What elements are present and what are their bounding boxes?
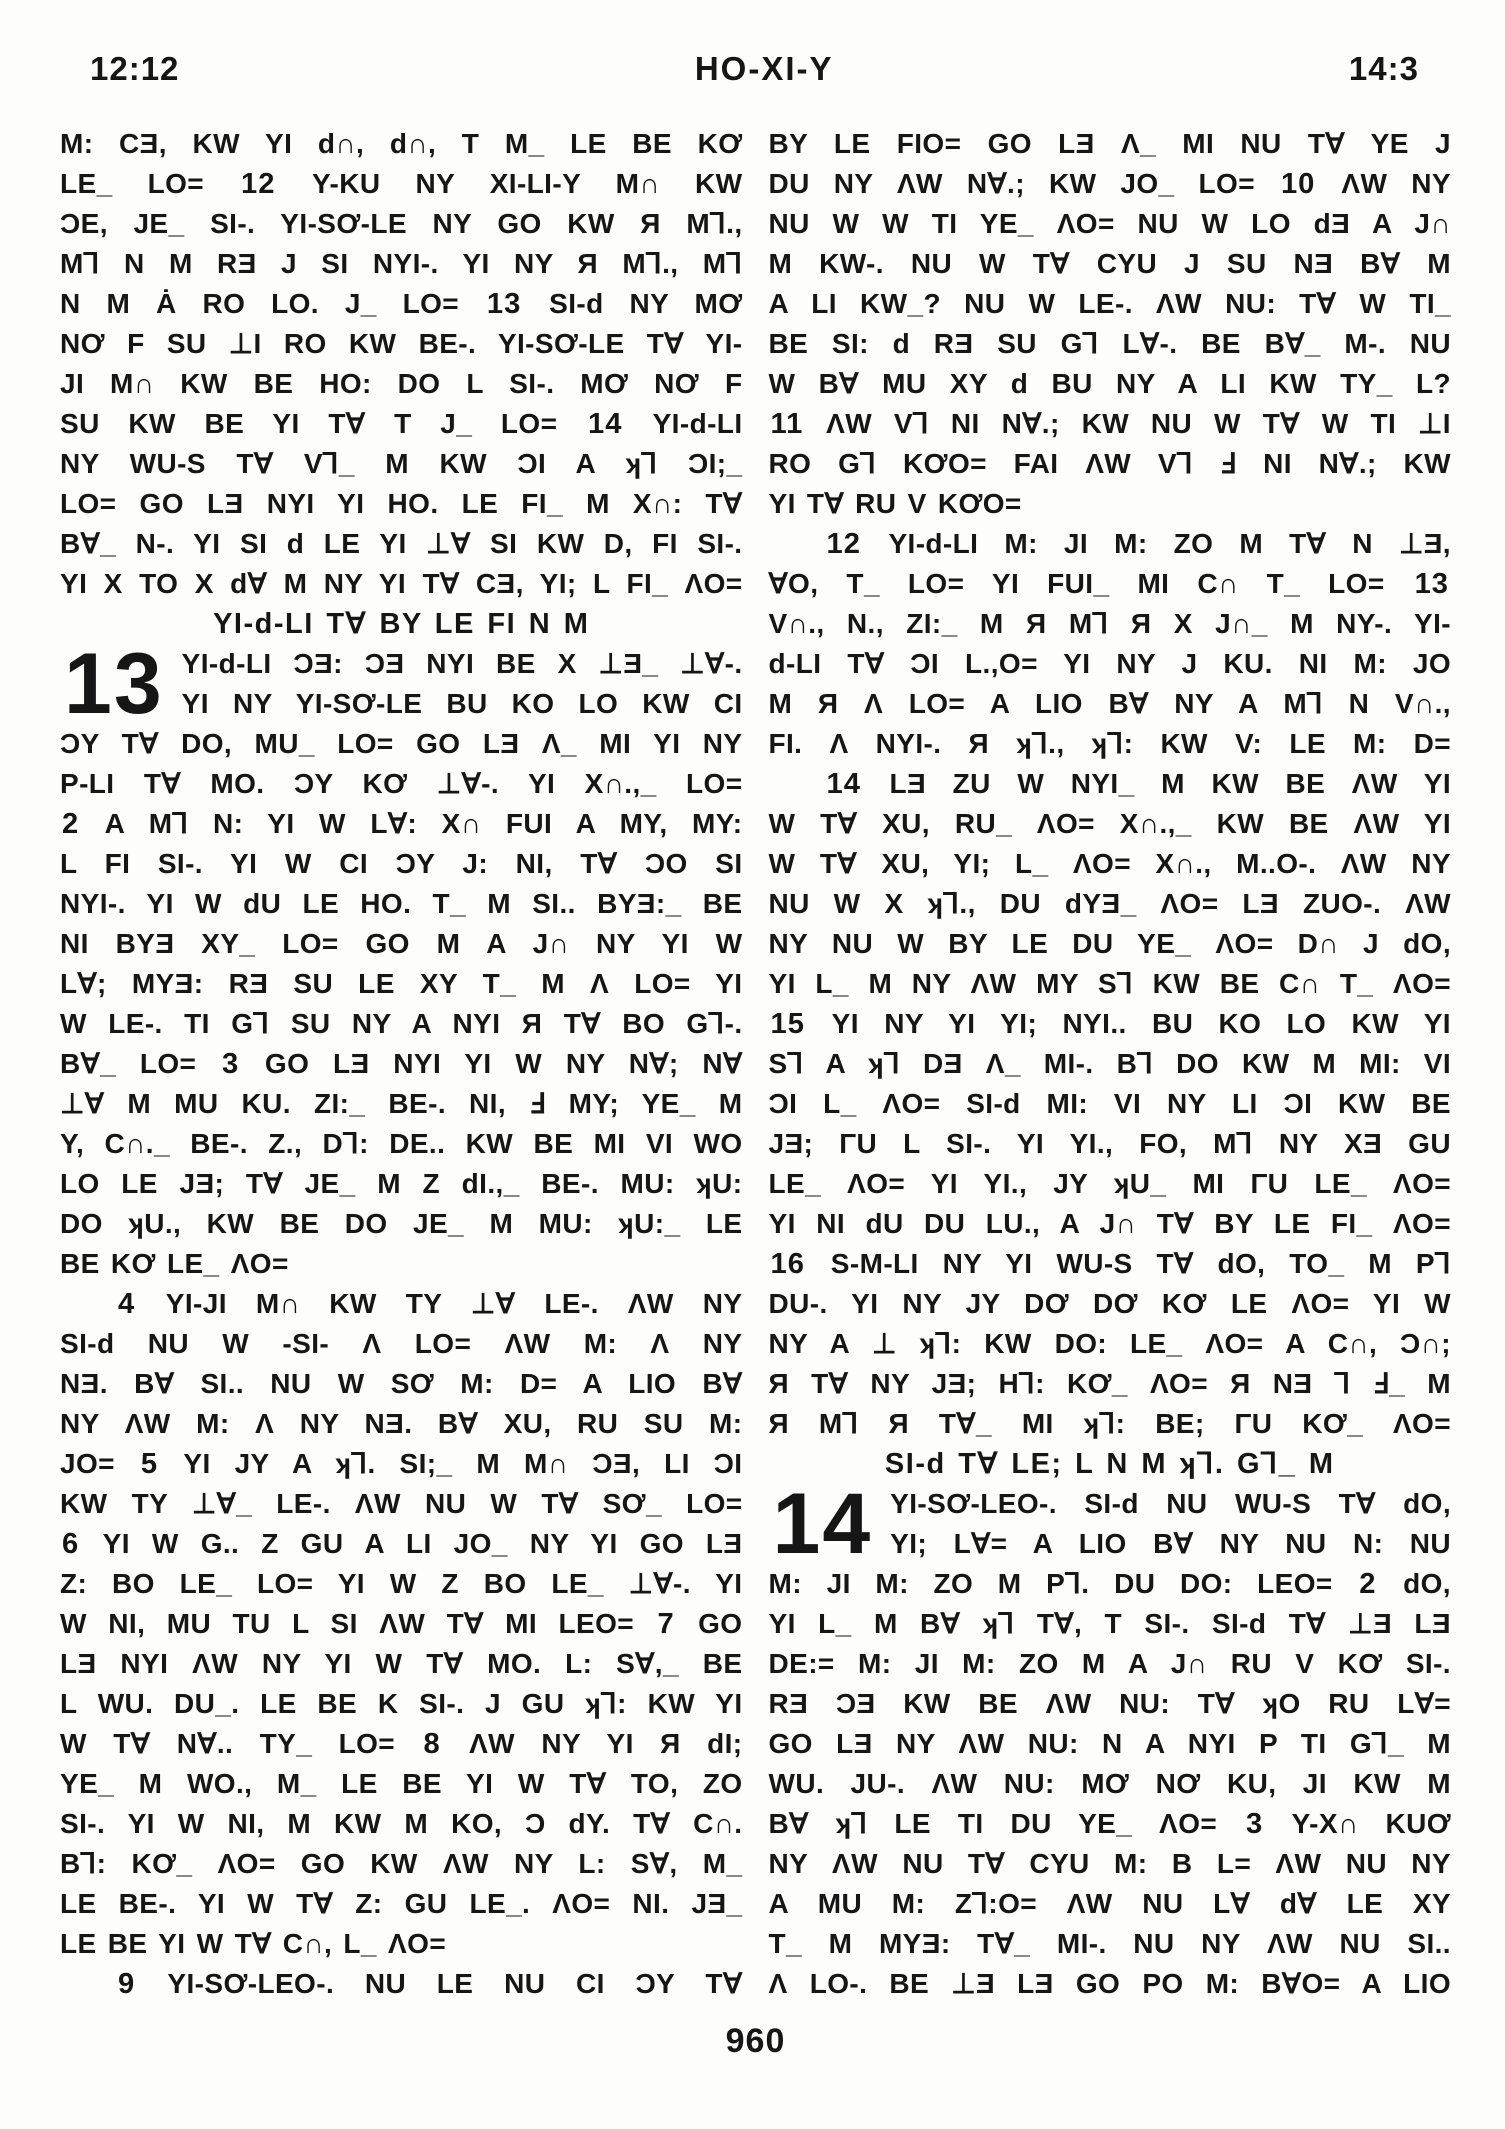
text-run: YI-d-LI T∀ BY LE FI N M — [213, 608, 590, 640]
text-line — [60, 1884, 743, 1924]
text-line — [769, 524, 1452, 564]
text-run: M Я Λ LO= A LIO B∀ NY A M⅂ N V∩., — [768, 688, 1451, 719]
text-line — [769, 1964, 1452, 2004]
text-run: GO LƎ NY ΛW NU: N A NYI P TI G⅂_ M — [768, 1728, 1451, 1759]
text-run: P-LI T∀ MO. ƆY KƠ ⊥∀-. YI X∩.,_ LO= — [60, 768, 743, 799]
text-run: LE BE-. YI W T∀ Z: GU LE_. ΛO= NI. JƎ_ — [60, 1888, 743, 1919]
text-line — [60, 844, 743, 884]
text-run: FI. Λ NYI-. Я ʞ⅂., ʞ⅂: KW V: LE M: D= — [768, 728, 1451, 759]
text-line — [769, 1924, 1452, 1964]
verse-number: 15 — [770, 1008, 805, 1040]
text-line — [60, 884, 743, 924]
text-run: ⊥∀ M MU KU. ZI:_ BE-. NI, Ⅎ MY; YE_ M — [60, 1088, 743, 1119]
page-number: 960 — [725, 2022, 786, 2060]
text-run: LƎ ZU W NYI_ M KW BE ΛW YI — [862, 768, 1451, 799]
verse-number: 10 — [1280, 168, 1316, 200]
text-line — [769, 1324, 1452, 1364]
text-run: A M⅂ N: YI W L∀: X∩ FUI A MY, MY: — [81, 808, 743, 839]
text-run: YI-SƠ-LEO-. NU LE NU CI ƆY T∀ — [137, 1968, 743, 1999]
text-line — [769, 1284, 1452, 1324]
text-column-left — [60, 124, 743, 2004]
text-line — [769, 284, 1452, 324]
verse-number: 3 — [222, 1048, 240, 1080]
verse-number: 7 — [657, 1608, 675, 1640]
text-line — [60, 1284, 743, 1324]
text-line — [60, 1484, 743, 1524]
text-run: YI JY A ʞ⅂. SI;_ M M∩ ƆƎ, LI ƆI — [160, 1448, 743, 1479]
text-run: YI-d-LI ƆƎ: ƆƎ NYI BE X ⊥Ǝ_ ⊥∀-. — [181, 648, 743, 679]
text-run: SI-d NY MƠ — [523, 288, 743, 319]
text-line — [60, 1044, 743, 1084]
text-line — [769, 684, 1452, 724]
text-line — [60, 1124, 743, 1164]
text-run: YI; L∀= A LIO B∀ NY NU N: NU — [890, 1528, 1451, 1559]
text-line — [60, 1324, 743, 1364]
text-run: L WU. DU_. LE BE K SI-. J GU ʞ⅂: KW YI — [60, 1688, 743, 1719]
chapter-number: 14 — [772, 1476, 873, 1572]
text-line — [769, 1764, 1452, 1804]
text-run: NƎ. B∀ SI.. NU W SƠ M: D= A LIO B∀ — [60, 1368, 743, 1399]
text-run: YI T∀ RU V KƠO= — [768, 488, 1022, 519]
text-line — [769, 444, 1452, 484]
text-line — [769, 1684, 1452, 1724]
text-run: SI-d T∀ LE; L N M ʞ⅂. G⅂_ M — [884, 1448, 1335, 1480]
text-run: L FI SI-. YI W CI ƆY J: NI, T∀ ƆO SI — [60, 848, 743, 879]
text-line — [60, 324, 743, 364]
text-line — [60, 1404, 743, 1444]
running-header — [60, 50, 1451, 88]
text-line — [60, 204, 743, 244]
text-line — [60, 724, 743, 764]
text-run: W T∀ N∀.. TY_ LO= — [60, 1728, 422, 1759]
text-run: DO ʞU., KW BE DO JE_ M MU: ʞU:_ LE — [60, 1208, 743, 1239]
text-line — [60, 1924, 743, 1964]
verse-number: 12 — [241, 168, 276, 200]
text-run: YI W G.. Z GU A LI JO_ NY YI GO LƎ — [81, 1528, 743, 1559]
text-run: BY LE FIO= GO LƎ Λ_ MI NU T∀ YE J — [768, 128, 1451, 159]
text-line — [60, 564, 743, 604]
verse-number: 2 — [62, 808, 80, 840]
text-line — [60, 1164, 743, 1204]
text-run: SI-d NU W -SI- Λ LO= ΛW M: Λ NY — [60, 1328, 743, 1359]
text-line — [60, 1244, 743, 1284]
text-run: NU W X ʞ⅂., DU dYƎ_ ΛO= LƎ ZUO-. ΛW — [768, 888, 1451, 919]
text-run: ΛW V⅂ NI N∀.; KW NU W T∀ W TI ⊥I — [805, 408, 1451, 439]
chapter-block — [769, 1476, 1452, 1572]
text-line — [769, 484, 1452, 524]
text-run: NY ΛW M: Λ NY NƎ. B∀ XU, RU SU M: — [60, 1408, 743, 1439]
text-run: W B∀ MU XY d BU NY A LI KW TY_ L? — [768, 368, 1451, 399]
text-run: DU NY ΛW N∀.; KW JO_ LO= — [768, 168, 1279, 199]
verse-number: 11 — [770, 408, 804, 440]
text-run: NY NU W BY LE DU YE_ ΛO= D∩ J dO, — [768, 928, 1451, 959]
text-line — [769, 364, 1452, 404]
text-line — [769, 324, 1452, 364]
text-line — [769, 404, 1452, 444]
text-run: YI-d-LI M: JI M: ZO M T∀ N ⊥Ǝ, — [862, 528, 1451, 559]
text-run: YI-JI M∩ KW TY ⊥∀ LE-. ΛW NY — [137, 1288, 743, 1319]
text-line — [60, 244, 743, 284]
text-line — [60, 1764, 743, 1804]
text-run: V∩., N., ZI:_ M Я M⅂ Я X J∩_ M NY-. YI- — [768, 608, 1451, 639]
text-line — [769, 204, 1452, 244]
text-line — [60, 1564, 743, 1604]
text-line — [769, 1884, 1452, 1924]
text-run: W T∀ XU, YI; L_ ΛO= X∩., M..O-. ΛW NY — [768, 848, 1451, 879]
text-run: ⱯO, T_ LO= YI FUI_ MI C∩ T_ LO= — [768, 568, 1413, 599]
text-run: M⅂ N M RƎ J SI NYI-. YI NY Я M⅂., M⅂ — [60, 248, 743, 279]
text-line — [60, 1644, 743, 1684]
text-run: YI NY YI YI; NYI.. BU KO LO KW YI — [806, 1008, 1451, 1039]
text-line — [60, 1684, 743, 1724]
text-line — [60, 524, 743, 564]
text-line — [60, 1604, 743, 1644]
text-run: ΛW NY YI Я dI; — [442, 1728, 743, 1759]
text-run: NU W W TI YE_ ΛO= NU W LO dƎ A J∩ — [768, 208, 1451, 239]
text-line — [769, 1644, 1452, 1684]
text-run: M: CƎ, KW YI d∩, d∩, T M_ LE BE KƠ — [60, 128, 743, 159]
text-line — [769, 1804, 1452, 1844]
text-line — [60, 924, 743, 964]
text-run: BE SI: d RƎ SU G⅂ L∀-. BE B∀_ M-. NU — [768, 328, 1451, 359]
verse-number: 5 — [140, 1448, 159, 1480]
text-run: YI-SƠ-LEO-. SI-d NU WU-S T∀ dO, — [890, 1488, 1451, 1519]
text-line — [769, 1564, 1452, 1604]
text-run: LO= GO LƎ NYI YI HO. LE FI_ M X∩: T∀ — [60, 488, 743, 519]
text-run: T_ M MYƎ: T∀_ MI-. NU NY ΛW NU SI.. — [768, 1928, 1451, 1959]
text-line — [769, 724, 1452, 764]
text-run: DE:= M: JI M: ZO M A J∩ RU V KƠ SI-. — [768, 1648, 1451, 1679]
verse-number: 12 — [826, 528, 861, 560]
text-line — [60, 1964, 743, 2004]
verse-number: 4 — [118, 1288, 136, 1320]
text-line — [769, 1604, 1452, 1644]
text-run: SU KW BE YI T∀ T J_ LO= — [60, 408, 587, 439]
text-run: B∀_ N-. YI SI d LE YI ⊥∀ SI KW D, FI SI-. — [60, 528, 743, 559]
text-run: LƎ NYI ΛW NY YI W T∀ MO. L: S∀,_ BE — [60, 1648, 743, 1679]
text-line — [769, 844, 1452, 884]
text-line — [60, 1084, 743, 1124]
text-run: B⅂: KƠ_ ΛO= GO KW ΛW NY L: S∀, M_ — [60, 1848, 743, 1879]
text-line — [769, 924, 1452, 964]
text-run: RO G⅂ KƠO= FAI ΛW V⅂ Ⅎ NI N∀.; KW — [768, 448, 1451, 479]
text-run: JO= — [60, 1448, 139, 1479]
verse-number: 16 — [770, 1248, 805, 1280]
text-run: Я M⅂ Я T∀_ MI ʞ⅂: BE; ΓU KƠ_ ΛO= — [768, 1408, 1451, 1439]
text-line — [769, 1244, 1452, 1284]
text-line — [60, 1844, 743, 1884]
text-run: GO — [676, 1608, 743, 1639]
text-run: Я T∀ NY JƎ; H⅂: KƠ_ ΛO= Я NƎ ⅂ Ⅎ_ M — [768, 1368, 1451, 1399]
text-line — [60, 284, 743, 324]
text-run: JƎ; ΓU L SI-. YI YI., FO, M⅂ NY XƎ GU — [768, 1128, 1451, 1159]
header-verse-ref-right: 14:3 — [1348, 50, 1419, 87]
text-line — [60, 964, 743, 1004]
text-run: YI L_ M NY ΛW MY S⅂ KW BE C∩ T_ ΛO= — [768, 968, 1451, 999]
text-run: A LI KW_? NU W LE-. ΛW NU: T∀ W TI_ — [768, 288, 1451, 319]
text-line — [60, 484, 743, 524]
text-line — [60, 1724, 743, 1764]
verse-number: 13 — [1414, 568, 1449, 600]
text-line — [60, 124, 743, 164]
text-line — [60, 1524, 743, 1564]
text-run: S-M-LI NY YI WU-S T∀ dO, TO_ M P⅂ — [806, 1248, 1451, 1279]
text-run: KW TY ⊥∀_ LE-. ΛW NU W T∀ SƠ_ LO= — [60, 1488, 743, 1519]
text-line — [60, 364, 743, 404]
text-run: d-LI T∀ ƆI L.,O= YI NY J KU. NI M: JO — [768, 648, 1451, 679]
text-run: NƠ F SU ⊥I RO KW BE-. YI-SƠ-LE T∀ YI- — [60, 328, 743, 359]
text-line — [60, 804, 743, 844]
text-line — [769, 1084, 1452, 1124]
text-line — [769, 1164, 1452, 1204]
text-run: W LE-. TI G⅂ SU NY A NYI Я T∀ BO G⅂-. — [60, 1008, 743, 1039]
text-line — [769, 244, 1452, 284]
text-run: B∀ ʞ⅂ LE TI DU YE_ ΛO= — [768, 1808, 1245, 1839]
text-run: NI BYƎ XY_ LO= GO M A J∩ NY YI W — [60, 928, 743, 959]
text-run: SI-. YI W NI, M KW M KO, Ɔ dY. T∀ C∩. — [60, 1808, 743, 1839]
text-line — [60, 1804, 743, 1844]
text-line — [60, 1204, 743, 1244]
text-columns — [60, 124, 1451, 2004]
text-run: DU-. YI NY JY DƠ DƠ KƠ LE ΛO= YI W — [768, 1288, 1451, 1319]
text-line — [60, 1364, 743, 1404]
text-line — [769, 564, 1452, 604]
text-run: YE_ M WO., M_ LE BE YI W T∀ TO, ZO — [60, 1768, 743, 1799]
text-run: LE BE YI W T∀ C∩, L_ ΛO= — [60, 1928, 447, 1959]
text-line — [60, 1444, 743, 1484]
text-line — [769, 1724, 1452, 1764]
text-run: ΛW NY — [1317, 168, 1451, 199]
text-run: RƎ ƆƎ KW BE ΛW NU: T∀ ʞO RU L∀= — [768, 1688, 1451, 1719]
text-run: JI M∩ KW BE HO: DO L SI-. MƠ NƠ F — [60, 368, 743, 399]
text-run: L∀; MYƎ: RƎ SU LE XY T_ M Λ LO= YI — [60, 968, 743, 999]
text-line — [60, 404, 743, 444]
text-run: NY A ⊥ ʞ⅂: KW DO: LE_ ΛO= A C∩, Ɔ∩; — [768, 1328, 1451, 1359]
header-book-title: HO-XI-Y — [694, 50, 834, 87]
text-run: A MU M: Z⅂:O= ΛW NU L∀ d∀ LE XY — [768, 1888, 1451, 1919]
text-line — [769, 1124, 1452, 1164]
text-line — [60, 164, 743, 204]
text-run: BE KƠ LE_ ΛO= — [60, 1248, 289, 1279]
text-run: dO, — [1378, 1568, 1451, 1599]
text-run: W NI, MU TU L SI ΛW T∀ MI LEO= — [60, 1608, 656, 1639]
verse-number: 9 — [118, 1968, 136, 2000]
verse-number: 14 — [826, 768, 861, 800]
text-line — [769, 644, 1452, 684]
verse-number: 14 — [588, 408, 623, 440]
header-verse-ref-left: 12:12 — [90, 50, 180, 87]
text-line — [769, 1404, 1452, 1444]
text-run: LO LE JƎ; T∀ JE_ M Z dI.,_ BE-. MU: ʞU: — [60, 1168, 743, 1199]
text-line — [769, 1004, 1452, 1044]
text-line — [769, 164, 1452, 204]
text-run: Y, C∩._ BE-. Z., D⅂: DE.. KW BE MI VI WO — [60, 1128, 743, 1159]
verse-number: 2 — [1359, 1568, 1377, 1600]
text-run: ƆI L_ ΛO= SI-d MI: VI NY LI ƆI KW BE — [768, 1088, 1451, 1119]
text-run: YI NI dU DU LU., A J∩ T∀ BY LE FI_ ΛO= — [768, 1208, 1451, 1239]
text-run: GO LƎ NYI YI W NY N∀; N∀ — [241, 1048, 743, 1079]
text-run: LE_ LO= — [60, 168, 240, 199]
text-line — [769, 964, 1452, 1004]
text-column-right — [769, 124, 1452, 2004]
text-run: WU. JU-. ΛW NU: MƠ NƠ KU, JI KW M — [768, 1768, 1451, 1799]
chapter-number: 13 — [64, 636, 164, 732]
text-line — [769, 764, 1452, 804]
text-run: B∀_ LO= — [60, 1048, 220, 1079]
text-line — [60, 764, 743, 804]
text-run: NY WU-S T∀ V⅂_ M KW ƆI A ʞ⅂ ƆI;_ — [60, 448, 743, 479]
text-run: N M Ȧ RO LO. J_ LO= — [60, 288, 485, 319]
text-run: Z: BO LE_ LO= YI W Z BO LE_ ⊥∀-. YI — [60, 1568, 743, 1599]
text-run: S⅂ A ʞ⅂ DƎ Λ_ MI-. B⅂ DO KW M MI: VI — [768, 1048, 1451, 1079]
text-run: LE_ ΛO= YI YI., JY ʞU_ MI ΓU LE_ ΛO= — [768, 1168, 1451, 1199]
text-run: M: JI M: ZO M P⅂. DU DO: LEO= — [768, 1568, 1358, 1599]
text-line — [769, 884, 1452, 924]
text-run: YI NY YI-SƠ-LE BU KO LO KW CI — [181, 688, 743, 719]
verse-number: 13 — [486, 288, 522, 320]
text-line — [769, 124, 1452, 164]
text-line — [769, 1364, 1452, 1404]
text-run: Y-KU NY XI-LI-Y M∩ KW — [277, 168, 743, 199]
text-run: M KW-. NU W T∀ CYU J SU NƎ B∀ M — [768, 248, 1451, 279]
text-line — [60, 444, 743, 484]
text-line — [769, 604, 1452, 644]
text-run: ƆY T∀ DO, MU_ LO= GO LƎ Λ_ MI YI NY — [60, 728, 743, 759]
verse-number: 3 — [1246, 1808, 1264, 1840]
text-run: YI-d-LI — [624, 408, 743, 439]
text-line — [769, 804, 1452, 844]
verse-number: 8 — [423, 1728, 441, 1760]
text-run: ƆE, JE_ SI-. YI-SƠ-LE NY GO KW Я M⅂., — [60, 208, 743, 239]
text-line — [769, 1044, 1452, 1084]
text-line — [60, 1004, 743, 1044]
verse-number: 6 — [62, 1528, 80, 1560]
text-run: YI X TO X d∀ M NY YI T∀ CƎ, YI; L FI_ ΛO= — [60, 568, 743, 599]
text-run: Y-X∩ KUƠ — [1265, 1808, 1451, 1839]
text-run: Λ LO-. BE ⊥Ǝ LƎ GO PO M: B∀O= A LIO — [768, 1968, 1451, 1999]
chapter-block — [60, 636, 743, 732]
text-run: YI L_ M B∀ ʞ⅂ T∀, T SI-. SI-d T∀ ⊥Ǝ LƎ — [768, 1608, 1451, 1639]
text-run: W T∀ XU, RU_ ΛO= X∩.,_ KW BE ΛW YI — [768, 808, 1451, 839]
text-line — [769, 1204, 1452, 1244]
text-line — [769, 1844, 1452, 1884]
text-run: NYI-. YI W dU LE HO. T_ M SI.. BYƎ:_ BE — [60, 888, 743, 919]
text-run: NY ΛW NU T∀ CYU M: B L= ΛW NU NY — [768, 1848, 1451, 1879]
